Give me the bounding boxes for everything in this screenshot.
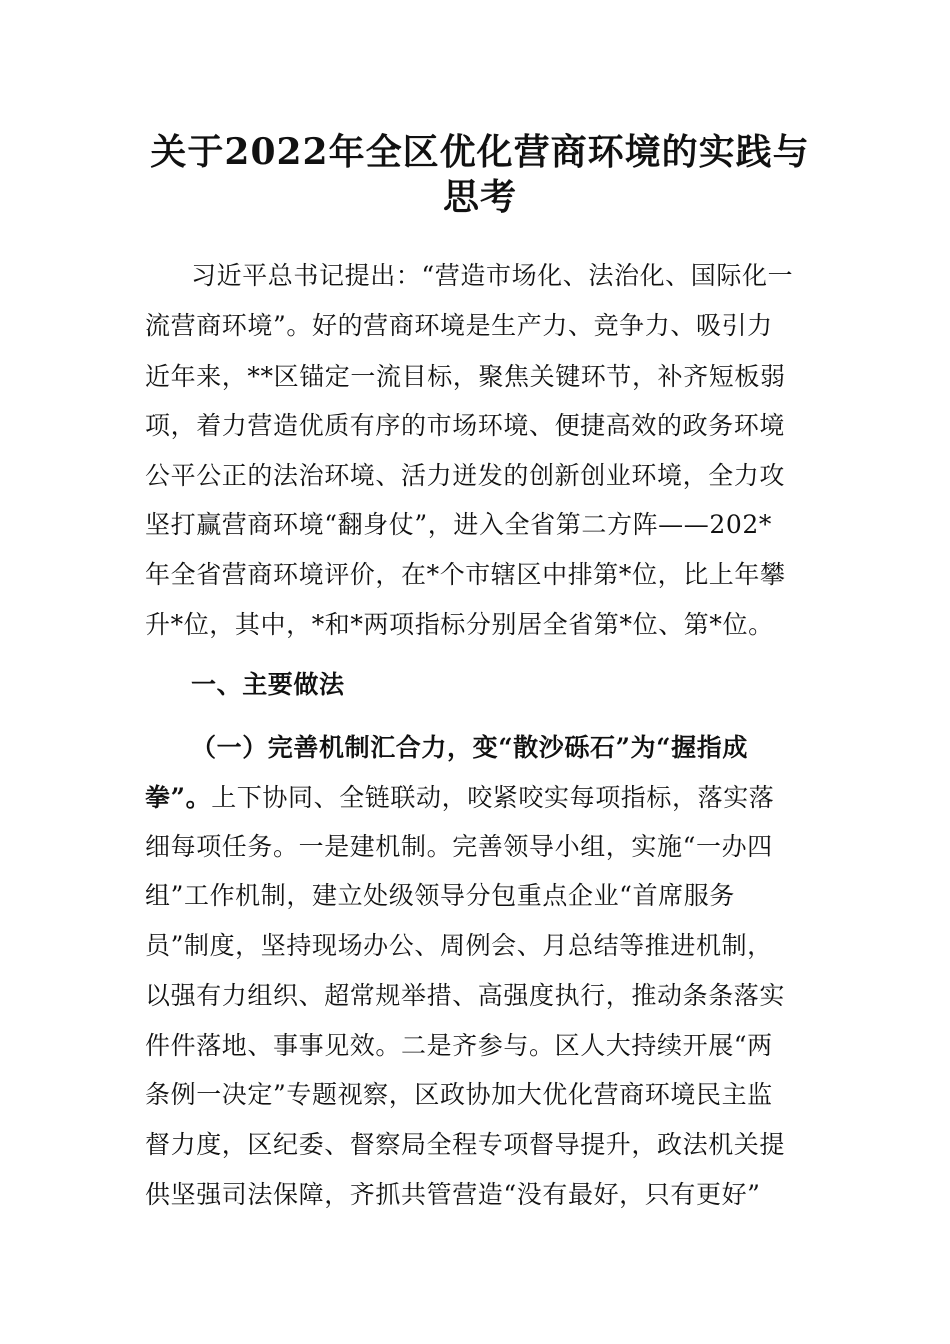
body-line-1: 细每项任务。一是建机制。完善领导小组，实施“一办四 <box>145 832 773 861</box>
section-heading: 一、主要做法 <box>191 670 345 699</box>
document-title-line-2: 思考 <box>442 176 517 218</box>
body-line-2: 组”工作机制，建立处级领导分包重点企业“首席服务 <box>145 881 735 910</box>
intro-line-2: 流营商环境”。好的营商环境是生产力、竞争力、吸引力 <box>145 311 773 340</box>
intro-line-5: 公平公正的法治环境、活力迸发的创新创业环境，全力攻 <box>145 461 786 490</box>
document-title-line-1: 关于2022年全区优化营商环境的实践与 <box>150 131 810 173</box>
subsection-heading-line-1: （一）完善机制汇合力，变“散沙砾石”为“握指成 <box>191 733 748 762</box>
intro-line-6: 坚打赢营商环境“翻身仗”，进入全省第二方阵——202* <box>145 510 772 539</box>
body-line-6: 条例一决定”专题视察，区政协加大优化营商环境民主监 <box>145 1080 773 1109</box>
body-line-7: 督力度，区纪委、督察局全程专项督导提升，政法机关提 <box>145 1130 786 1159</box>
intro-line-8: 升*位，其中，*和*两项指标分别居全省第*位、第*位。 <box>145 610 774 639</box>
intro-line-1: 习近平总书记提出：“营造市场化、法治化、国际化一 <box>191 261 794 290</box>
subsection-line-2 <box>145 781 807 815</box>
body-line-4: 以强有力组织、超常规举措、高强度执行，推动条条落实 <box>145 981 786 1010</box>
body-line-3: 员”制度，坚持现场办公、周例会、月总结等推进机制， <box>145 931 773 960</box>
subsection-heading-tail: 拳”。 <box>145 783 212 812</box>
intro-line-3: 近年来，**区锚定一流目标，聚焦关键环节，补齐短板弱 <box>145 362 786 391</box>
intro-line-4: 项，着力营造优质有序的市场环境、便捷高效的政务环境 <box>145 411 786 440</box>
intro-line-7: 年全省营商环境评价，在*个市辖区中排第*位，比上年攀 <box>145 560 786 589</box>
subsection-line-2-text: 上下协同、全链联动，咬紧咬实每项指标，落实落 <box>211 783 775 812</box>
body-line-5: 件件落地、事事见效。二是齐参与。区人大持续开展“两 <box>145 1031 773 1060</box>
body-line-8: 供坚强司法保障，齐抓共管营造“没有最好，只有更好” <box>145 1180 761 1209</box>
